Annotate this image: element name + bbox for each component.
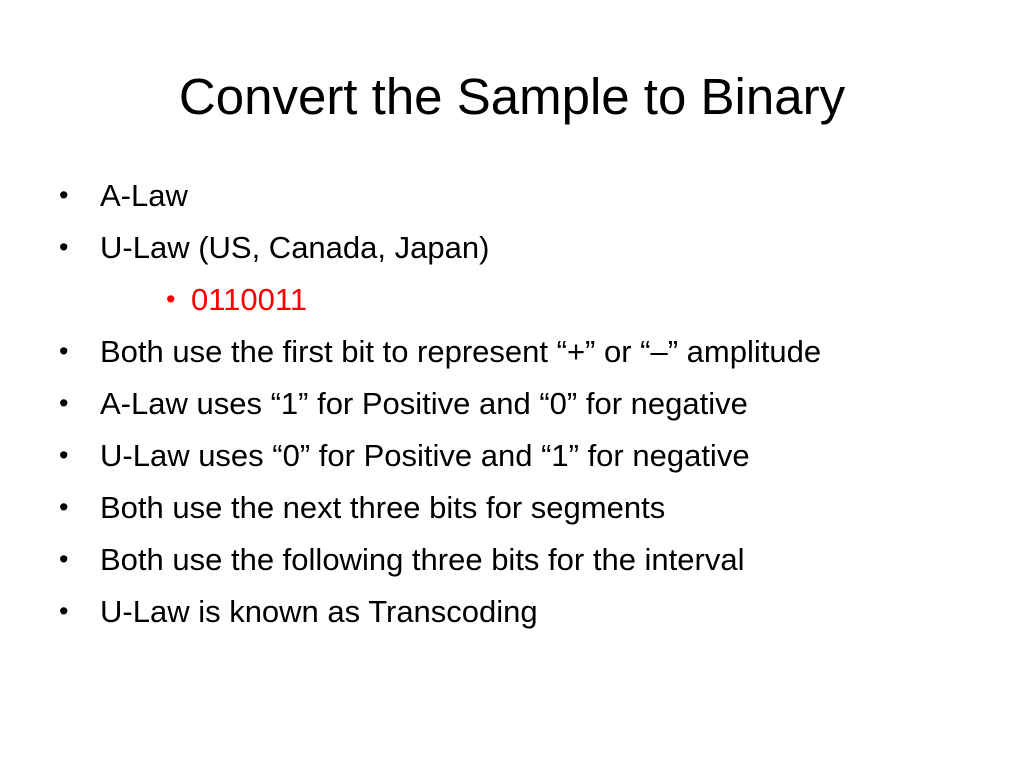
bullet-item bbox=[56, 178, 996, 213]
bullet-dot-icon: • bbox=[59, 544, 69, 574]
sub-bullet-item bbox=[56, 282, 996, 317]
bullet-dot-icon: • bbox=[59, 180, 69, 210]
bullet-text: A-Law uses “1” for Positive and “0” for negative bbox=[100, 386, 748, 421]
bullet-item bbox=[56, 386, 996, 421]
bullet-list bbox=[56, 178, 996, 646]
bullet-dot-icon: • bbox=[59, 336, 69, 366]
bullet-item bbox=[56, 542, 996, 577]
bullet-text: Both use the next three bits for segments bbox=[100, 490, 666, 525]
bullet-text: A-Law bbox=[100, 178, 188, 213]
slide-title: Convert the Sample to Binary bbox=[178, 68, 846, 125]
bullet-dot-icon: • bbox=[59, 388, 69, 418]
bullet-item bbox=[56, 438, 996, 473]
bullet-text: Both use the following three bits for the interval bbox=[100, 542, 745, 577]
bullet-text: Both use the first bit to represent “+” or “–” amplitude bbox=[100, 334, 822, 369]
bullet-dot-icon: • bbox=[166, 284, 176, 314]
bullet-text: U-Law (US, Canada, Japan) bbox=[100, 230, 490, 265]
bullet-text: U-Law uses “0” for Positive and “1” for negative bbox=[100, 438, 750, 473]
bullet-dot-icon: • bbox=[59, 492, 69, 522]
bullet-item bbox=[56, 334, 996, 369]
bullet-item bbox=[56, 230, 996, 265]
bullet-item bbox=[56, 594, 996, 629]
bullet-text: U-Law is known as Transcoding bbox=[100, 594, 538, 629]
bullet-dot-icon: • bbox=[59, 440, 69, 470]
bullet-dot-icon: • bbox=[59, 232, 69, 262]
bullet-text: 0110011 bbox=[191, 282, 308, 317]
bullet-item bbox=[56, 490, 996, 525]
bullet-dot-icon: • bbox=[59, 596, 69, 626]
